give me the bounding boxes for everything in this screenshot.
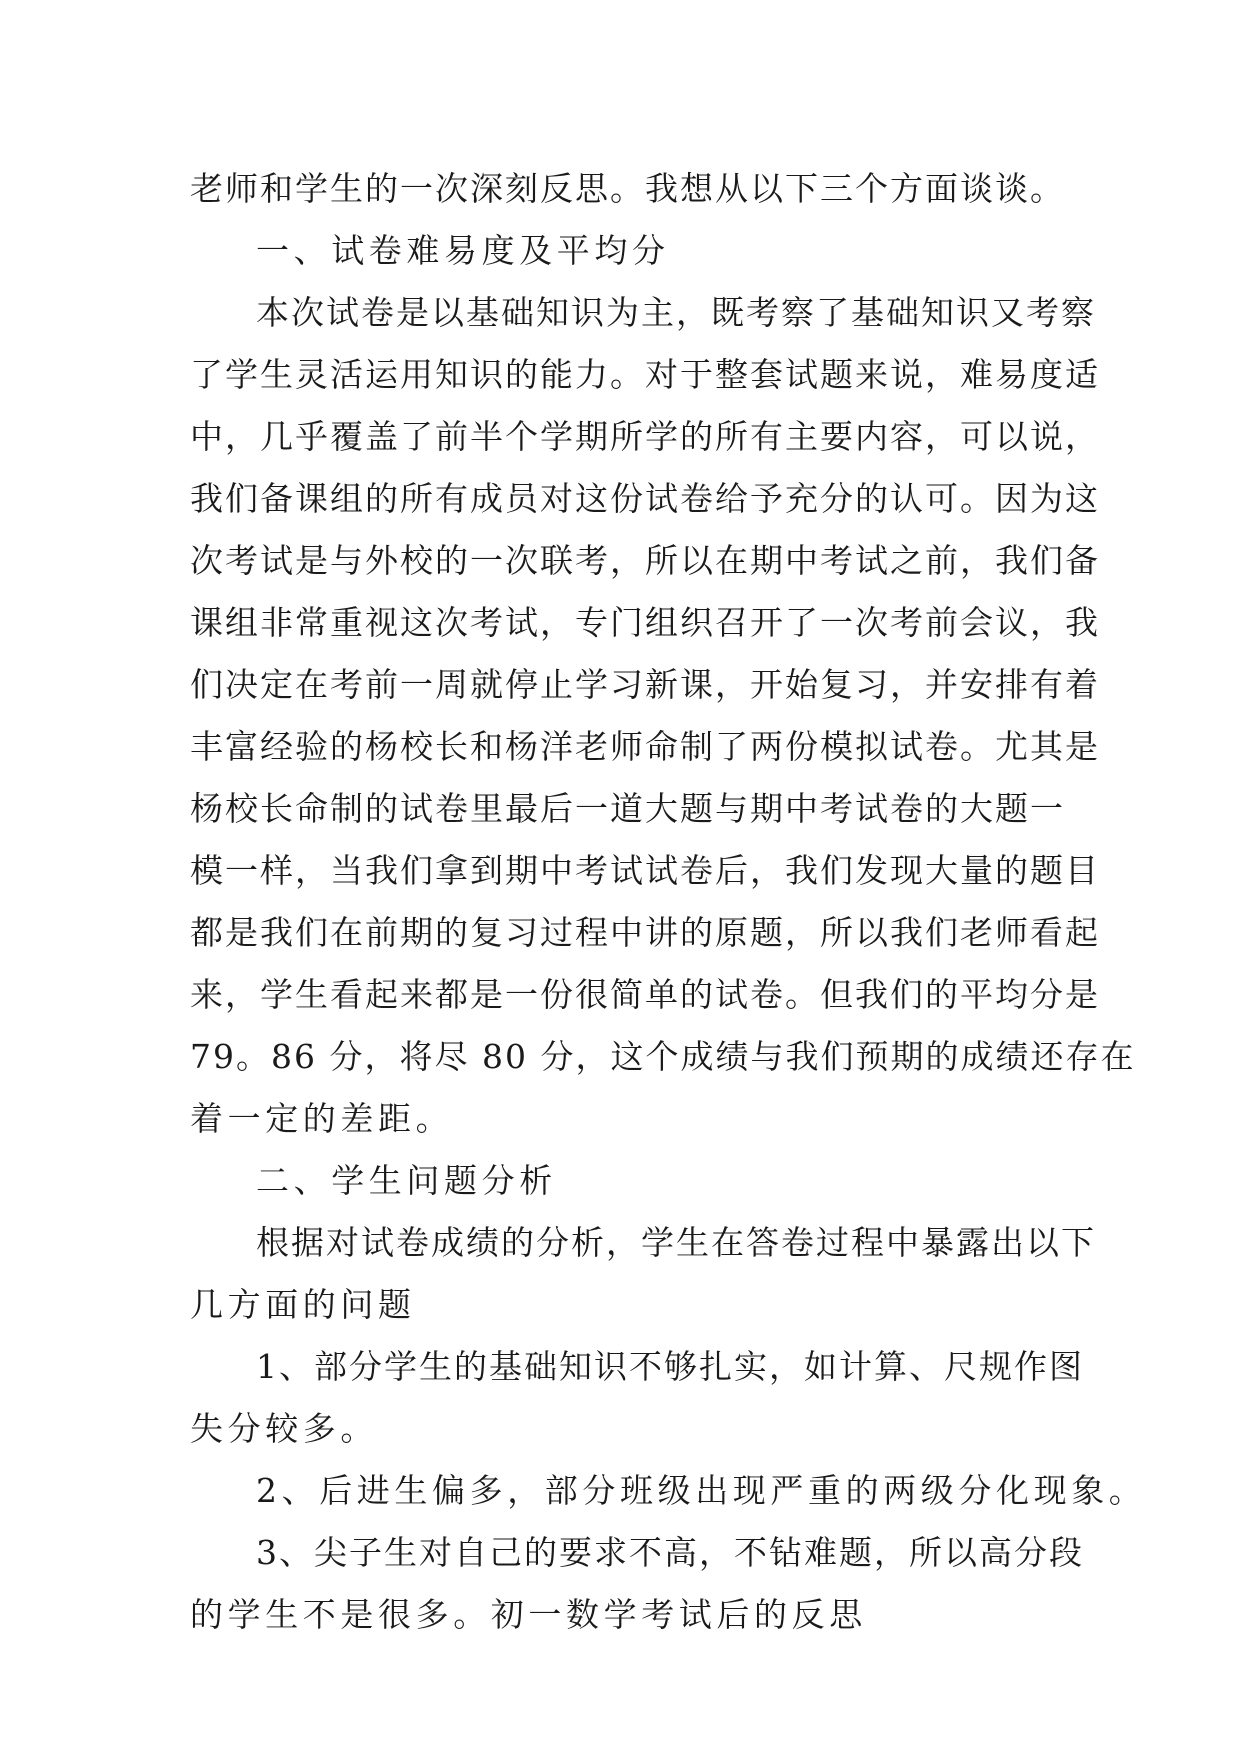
paragraph-line: 根据对试卷成绩的分析，学生在答卷过程中暴露出以下	[256, 1223, 1096, 1262]
list-item-1-continued: 失分较多。	[190, 1409, 378, 1448]
paragraph-line: 79。86 分，将尽 80 分，这个成绩与我们预期的成绩还存在	[190, 1037, 1136, 1076]
list-item-1: 1、部分学生的基础知识不够扎实，如计算、尺规作图	[256, 1347, 1084, 1386]
list-item-3-continued: 的学生不是很多。初一数学考试后的反思	[190, 1595, 867, 1634]
list-item-2: 2、后进生偏多，部分班级出现严重的两级分化现象。	[256, 1471, 1147, 1510]
paragraph-line: 老师和学生的一次深刻反思。我想从以下三个方面谈谈。	[190, 169, 1065, 208]
list-item-3: 3、尖子生对自己的要求不高，不钻难题，所以高分段	[256, 1533, 1084, 1572]
paragraph-line: 次考试是与外校的一次联考，所以在期中考试之前，我们备	[190, 541, 1100, 580]
paragraph-line: 杨校长命制的试卷里最后一道大题与期中考试卷的大题一	[190, 789, 1065, 828]
section-heading-1: 一、试卷难易度及平均分	[256, 231, 670, 270]
paragraph-line: 中，几乎覆盖了前半个学期所学的所有主要内容，可以说，	[190, 417, 1100, 456]
document-body	[190, 158, 1147, 1646]
paragraph-line: 丰富经验的杨校长和杨洋老师命制了两份模拟试卷。尤其是	[190, 727, 1100, 766]
paragraph-line: 来，学生看起来都是一份很简单的试卷。但我们的平均分是	[190, 975, 1100, 1014]
paragraph-line: 着一定的差距。	[190, 1099, 454, 1138]
section-heading-2: 二、学生问题分析	[256, 1161, 557, 1200]
paragraph-line: 都是我们在前期的复习过程中讲的原题，所以我们老师看起	[190, 913, 1100, 952]
paragraph-line: 们决定在考前一周就停止学习新课，开始复习，并安排有着	[190, 665, 1100, 704]
paragraph-line: 我们备课组的所有成员对这份试卷给予充分的认可。因为这	[190, 479, 1100, 518]
paragraph-line: 几方面的问题	[190, 1285, 416, 1324]
paragraph-line: 本次试卷是以基础知识为主，既考察了基础知识又考察	[256, 293, 1096, 332]
paragraph-line: 课组非常重视这次考试，专门组织召开了一次考前会议，我	[190, 603, 1100, 642]
paragraph-line: 了学生灵活运用知识的能力。对于整套试题来说，难易度适	[190, 355, 1100, 394]
paragraph-line: 模一样，当我们拿到期中考试试卷后，我们发现大量的题目	[190, 851, 1100, 890]
